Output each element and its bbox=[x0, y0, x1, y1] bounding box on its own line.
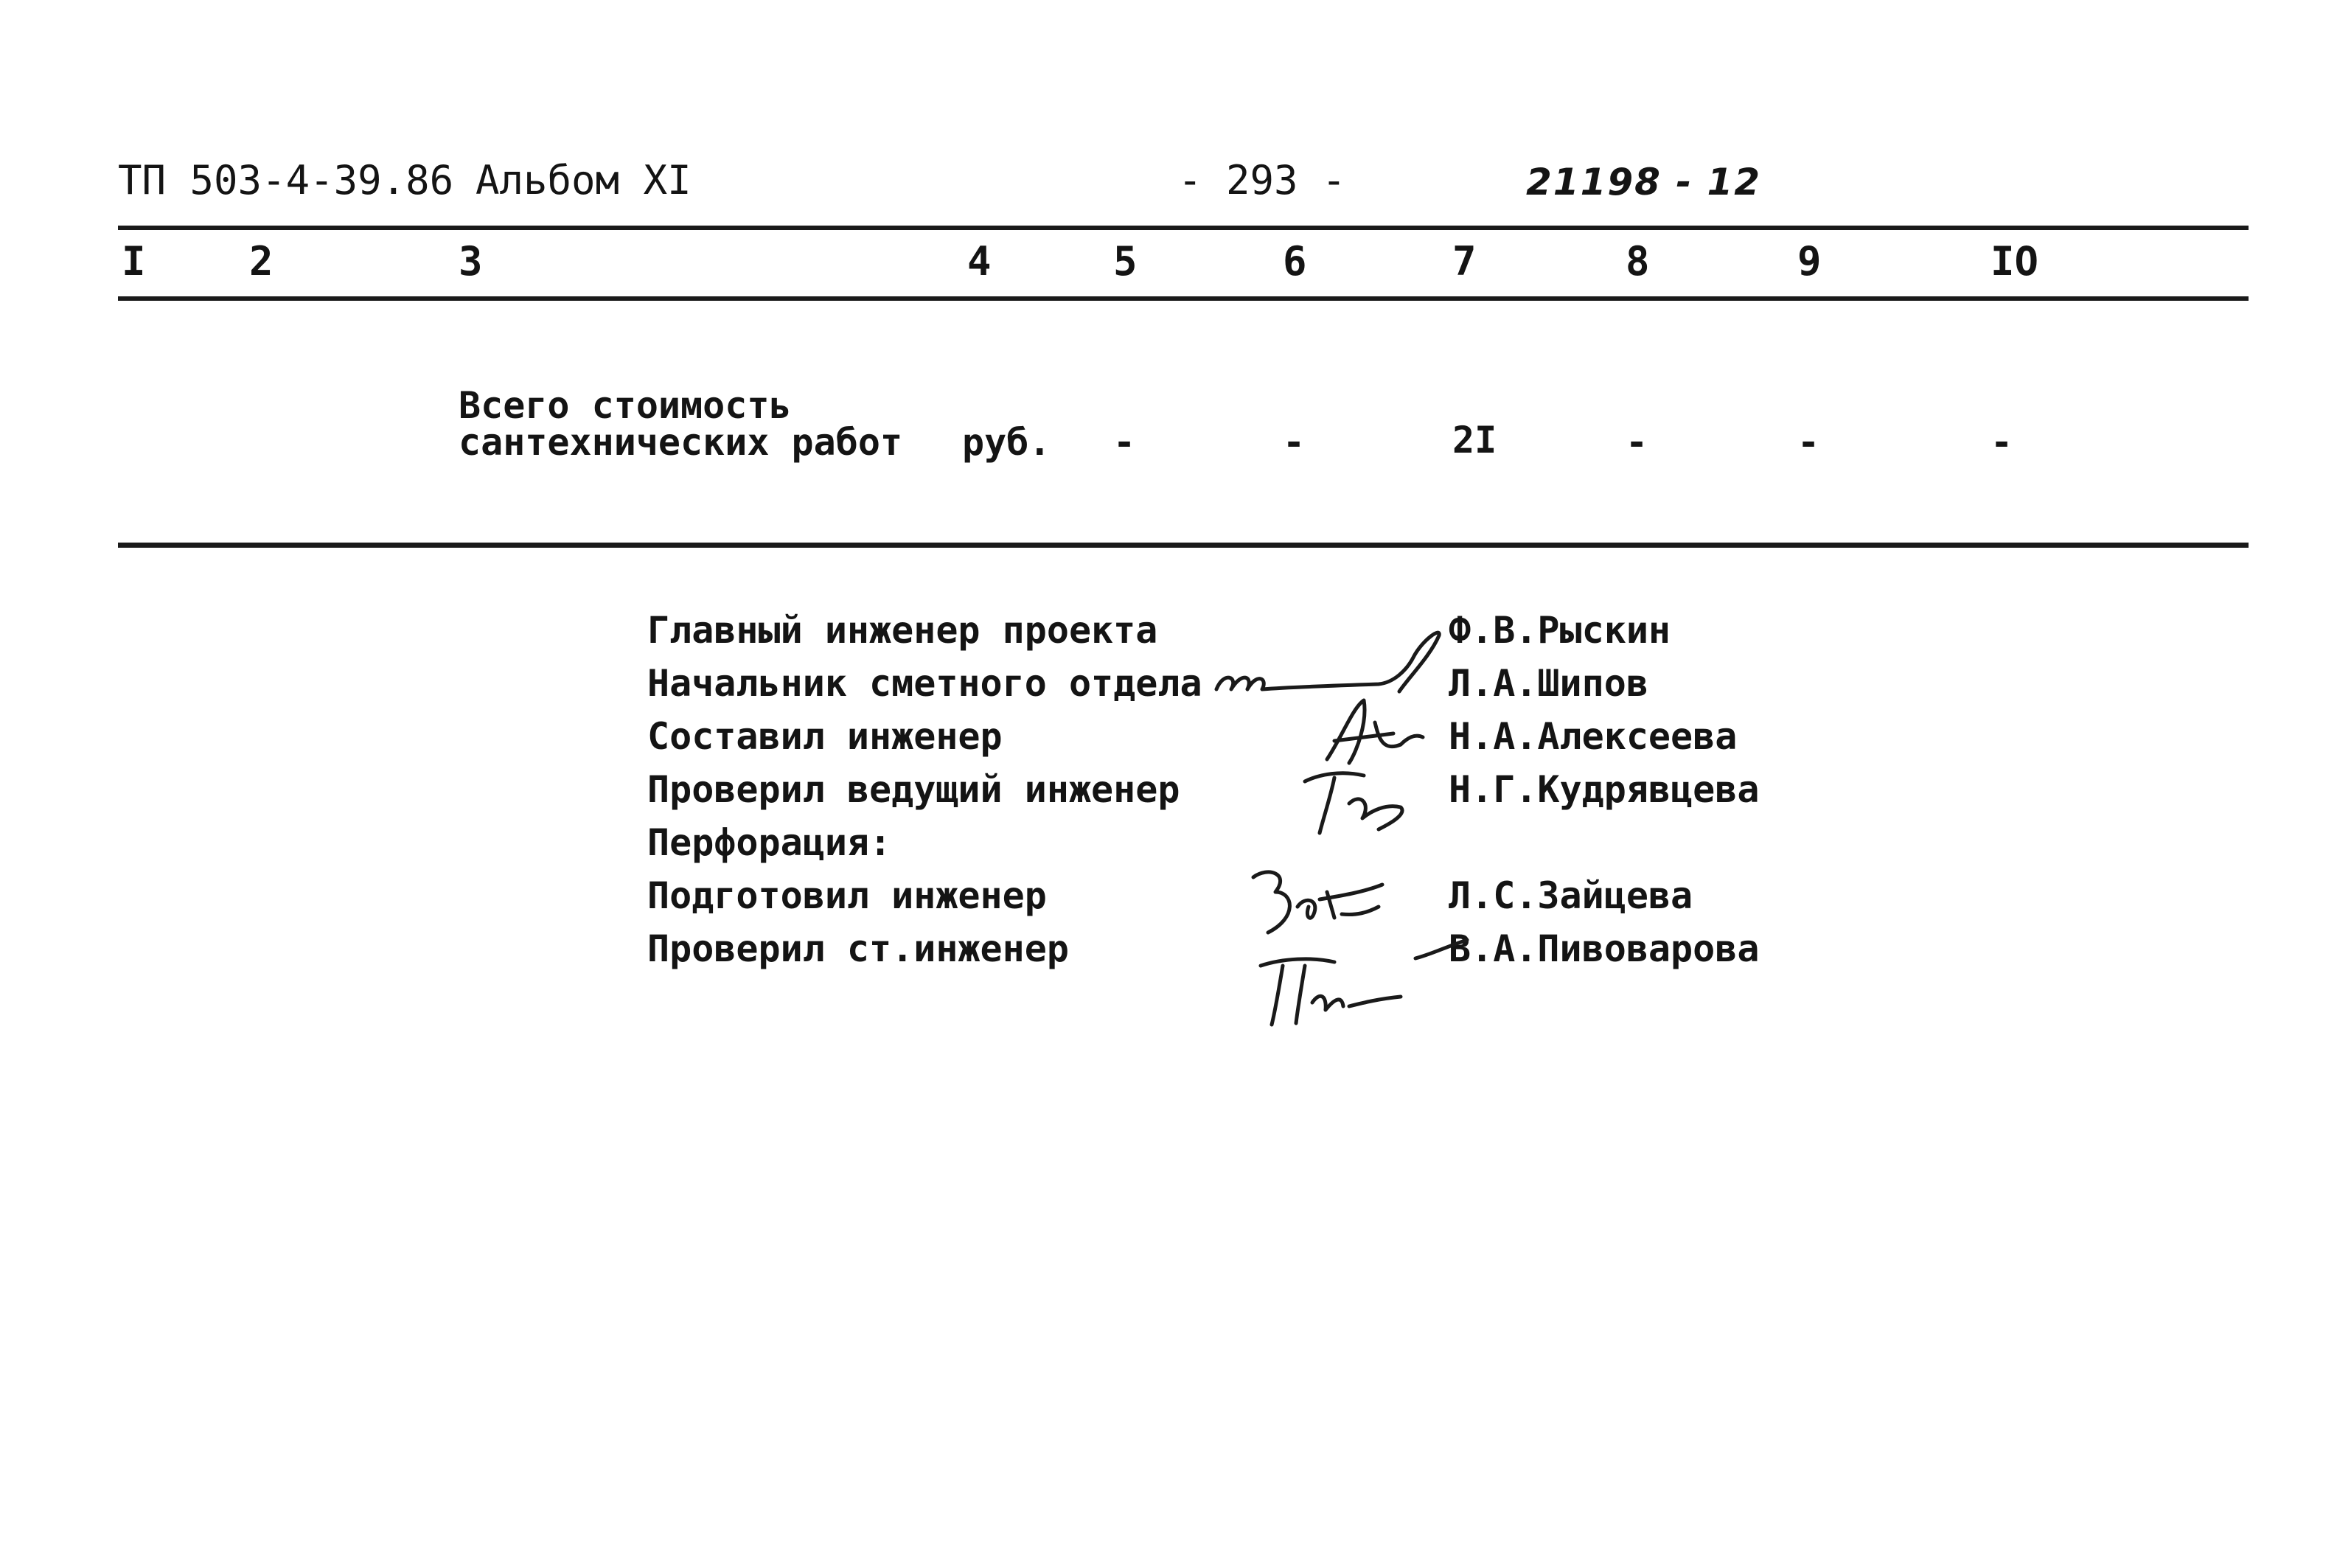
table-bottom-rule bbox=[118, 543, 2249, 548]
row-col8-value: - bbox=[1626, 421, 1648, 464]
signature-name-pivovarova: В.А.Пивоварова bbox=[1449, 927, 1760, 970]
column-number-2: 2 bbox=[249, 238, 274, 285]
table-top-rule bbox=[118, 226, 2249, 230]
document-number: 21198 - 12 bbox=[1526, 161, 1762, 203]
handwritten-signature-pivovarova bbox=[1253, 936, 1474, 1032]
signature-name-shipov: Л.А.Шипов bbox=[1449, 662, 1648, 705]
table-header-rule bbox=[118, 296, 2249, 301]
column-number-6: 6 bbox=[1283, 238, 1307, 285]
handwritten-signature-kudryavtseva bbox=[1298, 759, 1423, 840]
signature-role-perforation: Перфорация: bbox=[647, 821, 892, 864]
column-number-4: 4 bbox=[967, 238, 992, 285]
column-number-3: 3 bbox=[459, 238, 483, 285]
signature-name-kudryavtseva: Н.Г.Кудрявцева bbox=[1449, 768, 1760, 811]
signature-name-alekseeva: Н.А.Алексеева bbox=[1449, 715, 1738, 758]
signature-name-ryskin: Ф.В.Рыскин bbox=[1449, 609, 1671, 652]
row-col6-value: - bbox=[1283, 421, 1306, 464]
signature-role-checked-senior: Проверил ст.инженер bbox=[647, 927, 1069, 970]
column-number-9: 9 bbox=[1797, 238, 1822, 285]
row-description-line1: Всего стоимость bbox=[459, 384, 792, 427]
project-code: ТП 503-4-39.86 bbox=[118, 157, 454, 203]
row-col9-value: - bbox=[1797, 421, 1820, 464]
signature-role-compiled: Составил инженер bbox=[647, 715, 1003, 758]
signature-role-checked-lead: Проверил ведущий инженер bbox=[647, 768, 1180, 811]
signature-role-estimate-head: Начальник сметного отдела bbox=[647, 662, 1202, 705]
album-label: Альбом XI bbox=[476, 157, 692, 203]
column-number-5: 5 bbox=[1113, 238, 1138, 285]
row-description-line2: сантехнических работ bbox=[459, 421, 903, 464]
signature-role-chief-engineer: Главный инженер проекта bbox=[647, 609, 1158, 652]
signature-name-zaitseva: Л.С.Зайцева bbox=[1449, 874, 1693, 917]
column-number-8: 8 bbox=[1626, 238, 1650, 285]
column-number-10: IO bbox=[1990, 238, 2039, 285]
column-number-7: 7 bbox=[1452, 238, 1477, 285]
row-col5-value: - bbox=[1113, 421, 1136, 464]
row-col7-value: 2I bbox=[1452, 419, 1497, 461]
column-number-1: I bbox=[122, 238, 146, 285]
signature-role-prepared: Подготовил инженер bbox=[647, 874, 1047, 917]
row-unit: руб. bbox=[962, 421, 1051, 464]
page-number: - 293 - bbox=[1178, 157, 1346, 203]
row-col10-value: - bbox=[1990, 421, 2013, 464]
